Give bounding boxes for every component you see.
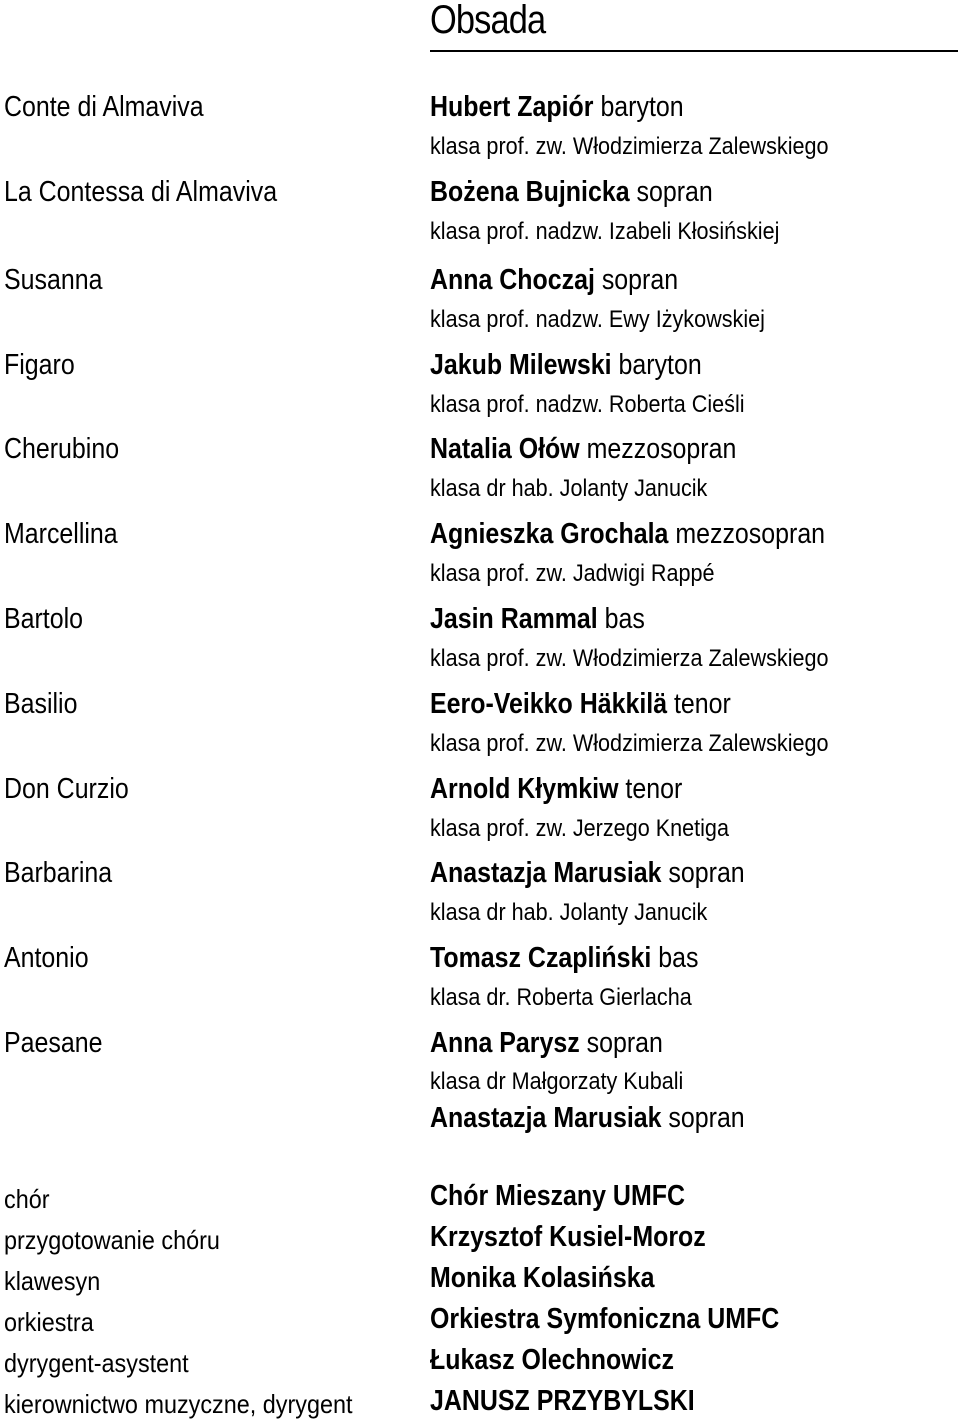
voice-type: sopran bbox=[668, 857, 745, 889]
voice-type: sopran bbox=[601, 264, 679, 296]
credit-value: Orkiestra Symfoniczna UMFC bbox=[430, 1303, 780, 1335]
teacher-class: klasa prof. zw. Jadwigi Rappé bbox=[430, 560, 715, 587]
performer-name: Arnold Kłymkiw bbox=[430, 773, 619, 805]
role-label: Antonio bbox=[4, 942, 89, 974]
performer-line bbox=[430, 603, 645, 636]
voice-type: tenor bbox=[625, 773, 683, 805]
title-underline bbox=[430, 50, 958, 52]
performer-line bbox=[430, 433, 736, 466]
voice-type: baryton bbox=[600, 91, 684, 123]
performer-name: Anna Parysz bbox=[430, 1027, 580, 1059]
performer-line bbox=[430, 176, 713, 209]
performer-name: Agnieszka Grochala bbox=[430, 518, 669, 550]
role-label: Conte di Almaviva bbox=[4, 91, 204, 123]
teacher-class: klasa prof. zw. Włodzimierza Zalewskiego bbox=[430, 645, 829, 672]
role-label: Paesane bbox=[4, 1027, 103, 1059]
credit-value: Chór Mieszany UMFC bbox=[430, 1180, 685, 1212]
credit-role: przygotowanie chóru bbox=[4, 1225, 220, 1255]
teacher-class: klasa prof. nadzw. Ewy Iżykowskiej bbox=[430, 306, 765, 333]
performer-line bbox=[430, 857, 745, 890]
voice-type: mezzosopran bbox=[586, 433, 737, 465]
credit-role: kierownictwo muzyczne, dyrygent bbox=[4, 1389, 353, 1419]
voice-type: sopran bbox=[668, 1102, 745, 1134]
voice-type: baryton bbox=[618, 349, 702, 381]
role-label: Marcellina bbox=[4, 518, 118, 550]
credit-value: JANUSZ PRZYBYLSKI bbox=[430, 1385, 695, 1417]
performer-line bbox=[430, 518, 825, 551]
voice-type: sopran bbox=[636, 176, 713, 208]
voice-type: mezzosopran bbox=[675, 518, 826, 550]
credit-value: Krzysztof Kusiel-Moroz bbox=[430, 1221, 706, 1253]
role-label: Don Curzio bbox=[4, 773, 129, 805]
performer-line bbox=[430, 688, 731, 721]
role-label: Figaro bbox=[4, 349, 75, 381]
voice-type: bas bbox=[658, 942, 699, 974]
role-label: Basilio bbox=[4, 688, 78, 720]
teacher-class: klasa dr hab. Jolanty Janucik bbox=[430, 475, 708, 502]
teacher-class: klasa dr. Roberta Gierlacha bbox=[430, 984, 692, 1011]
credit-role: chór bbox=[4, 1184, 50, 1214]
role-label: Bartolo bbox=[4, 603, 84, 635]
voice-type: tenor bbox=[673, 688, 731, 720]
performer-line bbox=[430, 773, 682, 806]
role-label: Barbarina bbox=[4, 857, 113, 889]
performer-name: Tomasz Czapliński bbox=[430, 942, 652, 974]
teacher-class: klasa prof. zw. Jerzego Knetiga bbox=[430, 815, 729, 842]
voice-type: bas bbox=[604, 603, 645, 635]
performer-name: Bożena Bujnicka bbox=[430, 176, 630, 208]
role-label: La Contessa di Almaviva bbox=[4, 176, 278, 208]
credit-role: orkiestra bbox=[4, 1307, 94, 1337]
performer-line bbox=[430, 91, 684, 124]
performer-line bbox=[430, 1102, 745, 1135]
teacher-class: klasa prof. zw. Włodzimierza Zalewskiego bbox=[430, 730, 829, 757]
page-title: Obsada bbox=[430, 0, 546, 42]
role-label: Cherubino bbox=[4, 433, 120, 465]
performer-name: Anastazja Marusiak bbox=[430, 1102, 662, 1134]
performer-line bbox=[430, 264, 678, 297]
teacher-class: klasa dr hab. Jolanty Janucik bbox=[430, 899, 708, 926]
voice-type: sopran bbox=[586, 1027, 663, 1059]
performer-name: Eero-Veikko Häkkilä bbox=[430, 688, 668, 720]
performer-name: Anastazja Marusiak bbox=[430, 857, 662, 889]
credit-value: Łukasz Olechnowicz bbox=[430, 1344, 674, 1376]
role-label: Susanna bbox=[4, 264, 103, 296]
teacher-class: klasa prof. nadzw. Izabeli Kłosińskiej bbox=[430, 218, 780, 245]
credit-role: klawesyn bbox=[4, 1266, 101, 1296]
performer-line bbox=[430, 349, 702, 382]
teacher-class: klasa prof. zw. Włodzimierza Zalewskiego bbox=[430, 133, 829, 160]
performer-line bbox=[430, 942, 698, 975]
teacher-class: klasa dr Małgorzaty Kubali bbox=[430, 1068, 684, 1095]
performer-line bbox=[430, 1027, 663, 1060]
performer-name: Natalia Ołów bbox=[430, 433, 580, 465]
credit-role: dyrygent-asystent bbox=[4, 1348, 189, 1378]
teacher-class: klasa prof. nadzw. Roberta Cieśli bbox=[430, 391, 745, 418]
performer-name: Jakub Milewski bbox=[430, 349, 612, 381]
performer-name: Hubert Zapiór bbox=[430, 91, 594, 123]
performer-name: Jasin Rammal bbox=[430, 603, 598, 635]
performer-name: Anna Choczaj bbox=[430, 264, 595, 296]
credit-value: Monika Kolasińska bbox=[430, 1262, 655, 1294]
